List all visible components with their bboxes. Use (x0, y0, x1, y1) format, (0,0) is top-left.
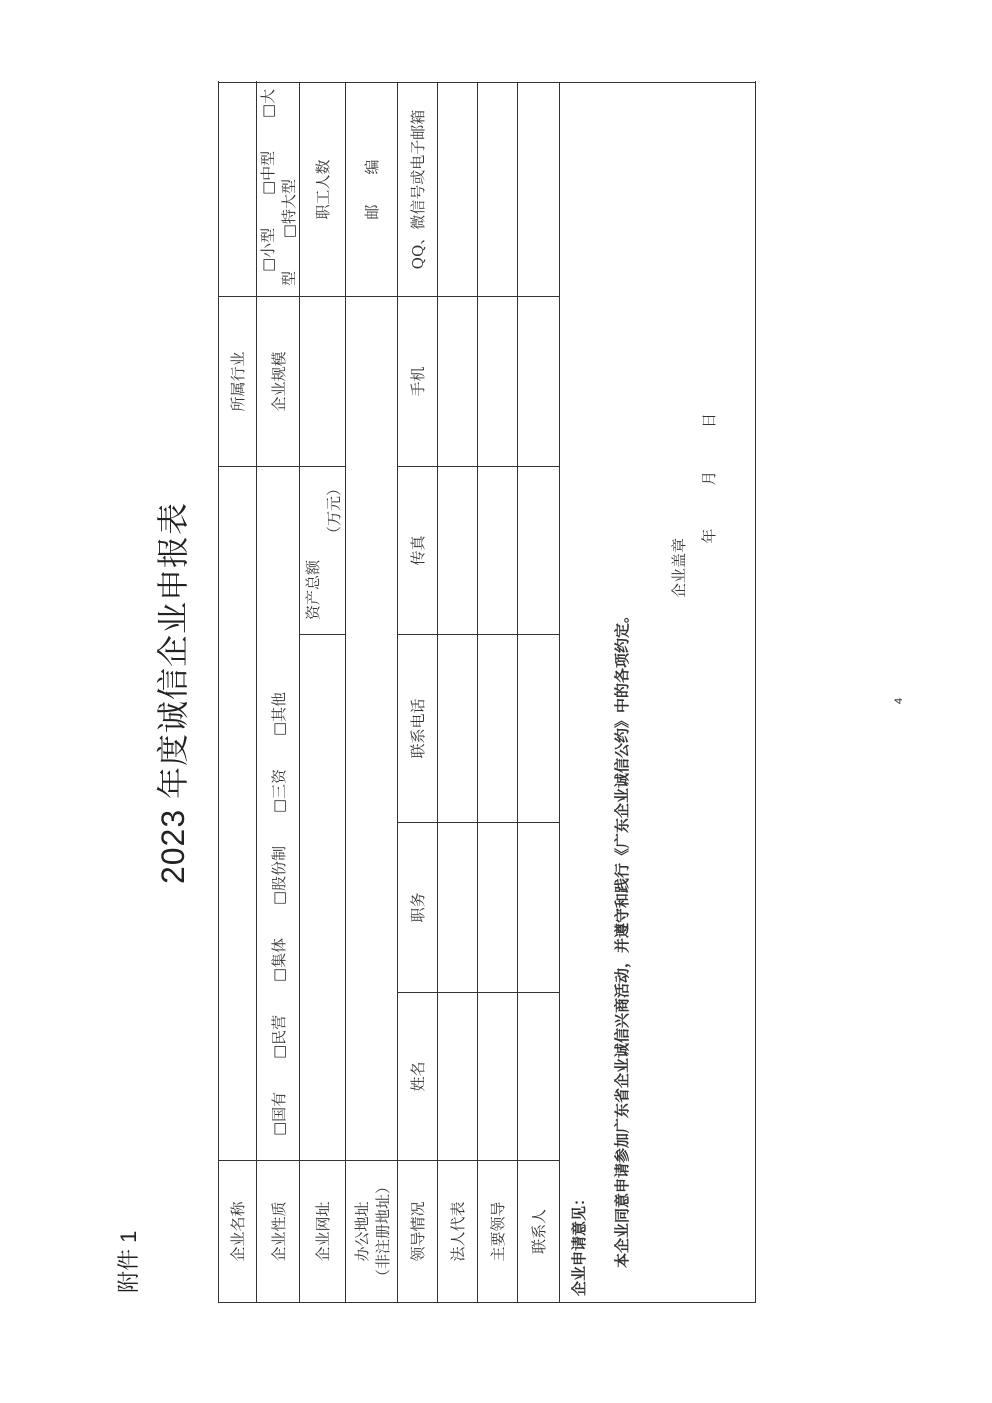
header-name: 姓名 (398, 993, 438, 1161)
page-title: 2023 年度诚信企业申报表 (155, 501, 191, 885)
label-website: 企业网址 (300, 1161, 346, 1303)
page-number: 4 (893, 697, 906, 705)
cell-contact-mobile[interactable] (518, 297, 560, 467)
label-total-assets (300, 467, 346, 635)
cell-contact-phone[interactable] (518, 635, 560, 823)
assets-unit: （万元） (324, 481, 343, 542)
option-other[interactable]: □其他 (269, 691, 288, 737)
company-seal-label: 企业盖章 (670, 538, 688, 599)
cell-contact-position[interactable] (518, 823, 560, 993)
row-legal-rep (438, 83, 478, 1303)
row-main-leader (478, 83, 518, 1303)
option-state-owned[interactable]: □国有 (269, 1091, 288, 1136)
cell-main-leader-fax[interactable] (478, 467, 518, 635)
cell-legal-rep-name[interactable] (438, 993, 478, 1161)
option-foreign[interactable]: □三资 (269, 768, 288, 814)
row-office (346, 83, 398, 1303)
cell-contact-fax[interactable] (518, 467, 560, 635)
field-website[interactable] (300, 635, 346, 1161)
attachment-label: 附件 1 (116, 1230, 141, 1293)
label-legal-rep: 法人代表 (438, 1161, 478, 1303)
application-form-table (218, 82, 756, 1303)
nature-options (257, 467, 300, 1161)
assets-label: 资产总额 (303, 559, 322, 620)
label-postcode: 邮 编 (346, 83, 398, 297)
label-office (346, 1161, 398, 1303)
option-extra-large[interactable]: □特大型 (280, 179, 298, 239)
field-total-assets[interactable] (300, 297, 346, 467)
label-industry: 所属行业 (219, 297, 257, 467)
row-website (300, 83, 346, 1303)
row-contact (518, 83, 560, 1303)
declaration-body: 本企业同意申请参加广东省企业诚信兴商活动，并遵守和践行《广东企业诚信公约》中的各项约定。 (613, 607, 631, 1268)
cell-main-leader-phone[interactable] (478, 635, 518, 823)
header-phone: 联系电话 (398, 635, 438, 823)
label-leaders: 领导情况 (398, 1161, 438, 1303)
header-position: 职务 (398, 823, 438, 993)
cell-legal-rep-qq[interactable] (438, 83, 478, 297)
declaration-cell (560, 83, 756, 1303)
rotated-form-sheet (100, 83, 760, 1303)
date-line (698, 413, 719, 544)
label-main-leader: 主要领导 (478, 1161, 518, 1303)
cell-main-leader-position[interactable] (478, 823, 518, 993)
row-declaration (560, 83, 756, 1303)
field-office[interactable] (346, 297, 398, 1161)
label-company-name: 企业名称 (219, 1161, 257, 1303)
cell-legal-rep-phone[interactable] (438, 635, 478, 823)
row-nature (257, 83, 300, 1303)
cell-main-leader-mobile[interactable] (478, 297, 518, 467)
date-month: 月 (700, 470, 718, 486)
cell-legal-rep-position[interactable] (438, 823, 478, 993)
option-medium[interactable]: □中型 (259, 150, 277, 196)
date-year: 年 (700, 528, 718, 544)
cell-main-leader-qq[interactable] (478, 83, 518, 297)
option-large[interactable]: □大型 (259, 88, 298, 286)
header-mobile: 手机 (398, 297, 438, 467)
option-private[interactable]: □民营 (269, 1014, 288, 1060)
label-contact: 联系人 (518, 1161, 560, 1303)
date-day: 日 (700, 413, 718, 429)
row-company-name (219, 83, 257, 1303)
field-industry[interactable] (219, 83, 257, 297)
label-scale: 企业规模 (257, 297, 300, 467)
cell-main-leader-name[interactable] (478, 993, 518, 1161)
label-employees: 职工人数 (300, 83, 346, 297)
cell-contact-qq[interactable] (518, 83, 560, 297)
cell-legal-rep-mobile[interactable] (438, 297, 478, 467)
office-label-line2: （非注册地址） (373, 1179, 392, 1285)
header-fax: 传真 (398, 467, 438, 635)
declaration-title: 企业申请意见： (570, 1190, 588, 1296)
cell-legal-rep-fax[interactable] (438, 467, 478, 635)
row-leaders-header (398, 83, 438, 1303)
option-collective[interactable]: □集体 (269, 937, 288, 983)
scale-options (257, 83, 300, 297)
option-small[interactable]: □小型 (259, 227, 277, 272)
option-joint-stock[interactable]: □股份制 (269, 845, 288, 906)
cell-contact-name[interactable] (518, 993, 560, 1161)
field-company-name[interactable] (219, 467, 257, 1161)
label-nature: 企业性质 (257, 1161, 300, 1303)
office-label-line1: 办公地址 (352, 1201, 371, 1262)
header-qq: QQ、微信号或电子邮箱 (398, 83, 438, 297)
